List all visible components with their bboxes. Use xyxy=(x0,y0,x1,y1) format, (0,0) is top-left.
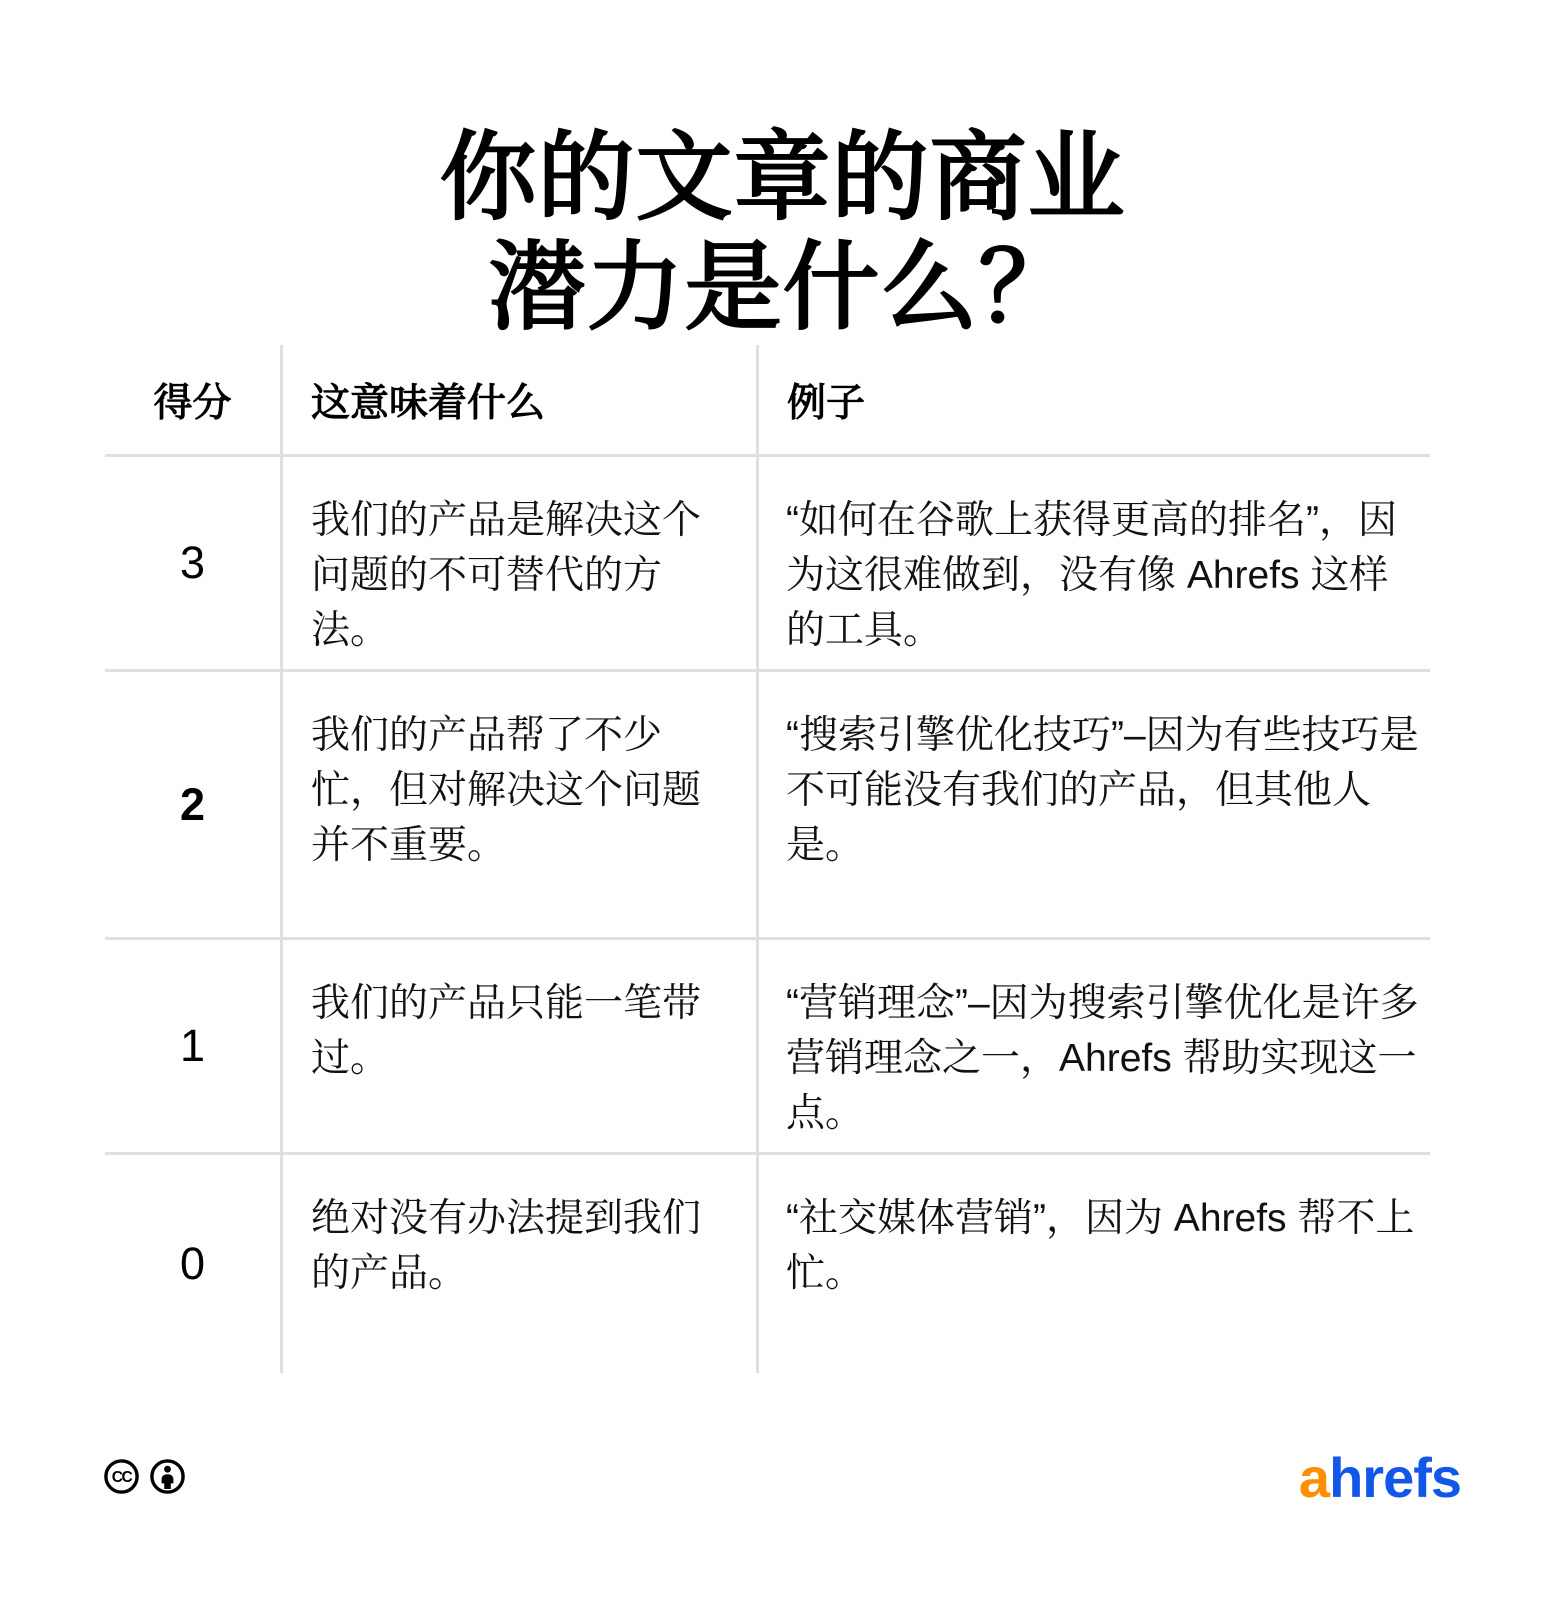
score-cell: 2 xyxy=(105,672,283,940)
meaning-cell: 绝对没有办法提到我们的产品。 xyxy=(283,1155,759,1373)
example-cell: “社交媒体营销”，因为 Ahrefs 帮不上忙。 xyxy=(786,1197,1415,1295)
meaning-cell: 我们的产品帮了不少忙，但对解决这个问题并不重要。 xyxy=(283,672,759,940)
column-header-example: 例子 xyxy=(759,345,1430,457)
page-title-line2: 潜力是什么？ xyxy=(488,232,1077,342)
example-cell: “营销理念”–因为搜索引擎优化是许多营销理念之一，Ahrefs 帮助实现这一点。 xyxy=(759,940,1430,1155)
page-title-line1: 你的文章的商业 xyxy=(439,122,1126,232)
attribution-icon xyxy=(149,1458,186,1495)
page-title xyxy=(0,123,1565,343)
score-table xyxy=(105,345,1430,1373)
meaning-cell: 我们的产品只能一笔带过。 xyxy=(283,940,759,1155)
ahrefs-logo-a: a xyxy=(1298,1446,1330,1509)
score-cell: 1 xyxy=(105,940,283,1155)
ahrefs-logo xyxy=(1298,1446,1461,1509)
score-cell: 0 xyxy=(105,1155,283,1373)
cc-icon xyxy=(103,1458,140,1495)
column-header-score: 得分 xyxy=(105,345,283,457)
column-header-meaning: 这意味着什么 xyxy=(283,345,759,457)
example-cell: “如何在谷歌上获得更高的排名”，因为这很难做到，没有像 Ahrefs 这样的工具。 xyxy=(759,457,1430,672)
example-cell: “搜索引擎优化技巧”–因为有些技巧是不可能没有我们的产品，但其他人是。 xyxy=(759,672,1430,940)
license-badges xyxy=(103,1458,186,1495)
meaning-cell: 我们的产品是解决这个问题的不可替代的方法。 xyxy=(283,457,759,672)
ahrefs-logo-hrefs: hrefs xyxy=(1329,1446,1461,1509)
score-cell: 3 xyxy=(105,457,283,672)
svg-text:CC: CC xyxy=(111,1469,132,1487)
